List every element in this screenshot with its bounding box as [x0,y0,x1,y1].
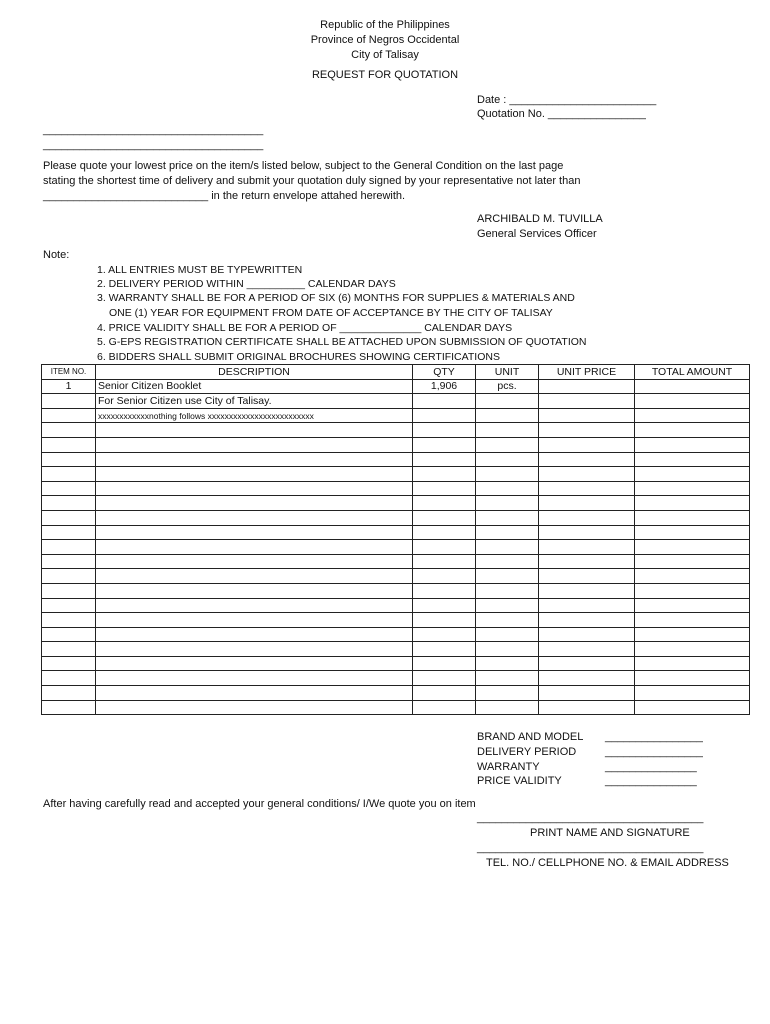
cell-unit [476,394,539,409]
cell-item-no [42,583,96,598]
date-field: Date : ________________________ [477,94,657,106]
cell-description [96,496,413,511]
table-row [42,656,750,671]
cell-item-no [42,671,96,686]
cell-item-no [42,613,96,628]
quotation-number-field: Quotation No. ________________ [477,108,646,120]
cell-unit-price [539,452,635,467]
cell-item-no [42,700,96,715]
cell-unit [476,656,539,671]
cell-unit-price [539,540,635,555]
supplier-address-line: ____________________________________ [43,139,264,151]
table-row [42,642,750,657]
officer-title: General Services Officer [477,228,597,240]
cell-qty [413,700,476,715]
table-header-row [42,365,750,380]
cell-description: For Senior Citizen use City of Talisay. [96,394,413,409]
cell-item-no [42,481,96,496]
header-republic: Republic of the Philippines [320,19,450,31]
cell-unit [476,700,539,715]
cell-item-no [42,656,96,671]
cell-item-no [42,408,96,423]
table-row [42,408,750,423]
cell-total-amount [635,642,750,657]
cell-item-no [42,510,96,525]
cell-total-amount [635,686,750,701]
cell-qty [413,656,476,671]
cell-total-amount [635,510,750,525]
contact-label: TEL. NO./ CELLPHONE NO. & EMAIL ADDRESS [486,857,729,869]
cell-item-no [42,598,96,613]
cell-item-no [42,642,96,657]
col-unit-price: UNIT PRICE [539,365,635,380]
cell-unit-price [539,613,635,628]
cell-description [96,467,413,482]
cell-unit: pcs. [476,379,539,394]
cell-qty [413,423,476,438]
cell-unit [476,437,539,452]
cell-unit-price [539,671,635,686]
cell-total-amount [635,394,750,409]
cell-description [96,583,413,598]
intro-line-3: ___________________________ in the return envelope attahed herewith. [43,190,406,202]
cell-description [96,569,413,584]
intro-line-2: stating the shortest time of delivery and submit your quotation duly signed by your representative not later than [43,175,581,187]
note-4: 4. PRICE VALIDITY SHALL BE FOR A PERIOD OF ______________ CALENDAR DAYS [97,322,513,334]
table-row [42,583,750,598]
cell-description: xxxxxxxxxxxxnothing follows xxxxxxxxxxxxxxxxxxxxxxxxx [96,408,413,423]
officer-name: ARCHIBALD M. TUVILLA [477,213,603,225]
supplier-name-line: ____________________________________ [43,124,264,136]
cell-unit [476,554,539,569]
cell-unit-price [539,394,635,409]
table-row [42,540,750,555]
cell-unit [476,583,539,598]
note-6: 6. BIDDERS SHALL SUBMIT ORIGINAL BROCHURES SHOWING CERTIFICATIONS [97,351,500,363]
delivery-period-label: DELIVERY PERIOD [477,746,577,758]
col-unit: UNIT [476,365,539,380]
price-validity-label: PRICE VALIDITY [477,775,562,787]
col-item-no: ITEM NO. [42,365,96,380]
cell-description [96,642,413,657]
cell-total-amount [635,671,750,686]
cell-description [96,686,413,701]
cell-qty [413,510,476,525]
cell-description [96,554,413,569]
cell-unit [476,408,539,423]
cell-qty [413,627,476,642]
cell-qty [413,467,476,482]
cell-item-no [42,554,96,569]
brand-model-line: ________________ [605,731,703,743]
signature-line: _____________________________________ [477,812,704,824]
cell-qty [413,613,476,628]
quotation-table [41,364,750,715]
cell-item-no [42,437,96,452]
table-row [42,481,750,496]
table-row [42,437,750,452]
cell-unit-price [539,569,635,584]
cell-total-amount [635,452,750,467]
cell-unit [476,540,539,555]
cell-unit [476,598,539,613]
cell-qty [413,394,476,409]
cell-qty [413,452,476,467]
table-row [42,510,750,525]
price-validity-line: _______________ [605,775,697,787]
cell-unit-price [539,525,635,540]
table-row [42,467,750,482]
note-3b: ONE (1) YEAR FOR EQUIPMENT FROM DATE OF ACCEPTANCE BY THE CITY OF TALISAY [109,307,553,319]
cell-unit [476,423,539,438]
cell-unit [476,481,539,496]
cell-description [96,598,413,613]
cell-unit-price [539,700,635,715]
table-row [42,569,750,584]
cell-unit-price [539,481,635,496]
cell-unit-price [539,642,635,657]
cell-unit-price [539,627,635,642]
col-total-amount: TOTAL AMOUNT [635,365,750,380]
warranty-line: _______________ [605,761,697,773]
cell-total-amount [635,467,750,482]
cell-qty [413,408,476,423]
cell-unit [476,613,539,628]
cell-description [96,510,413,525]
cell-qty [413,554,476,569]
table-row [42,423,750,438]
cell-unit-price [539,379,635,394]
table-row [42,452,750,467]
cell-unit [476,452,539,467]
cell-qty [413,642,476,657]
cell-item-no [42,540,96,555]
cell-unit [476,642,539,657]
header-province: Province of Negros Occidental [310,34,460,46]
cell-unit [476,467,539,482]
table-row [42,627,750,642]
cell-unit-price [539,467,635,482]
cell-description: Senior Citizen Booklet [96,379,413,394]
note-5: 5. G-EPS REGISTRATION CERTIFICATE SHALL BE ATTACHED UPON SUBMISSION OF QUOTATION [97,336,587,348]
delivery-period-line: ________________ [605,746,703,758]
note-label: Note: [43,249,70,261]
cell-description [96,540,413,555]
cell-description [96,671,413,686]
cell-description [96,437,413,452]
table-row [42,671,750,686]
cell-description [96,700,413,715]
cell-unit [476,569,539,584]
cell-qty [413,496,476,511]
cell-item-no [42,686,96,701]
table-row [42,598,750,613]
cell-item-no: 1 [42,379,96,394]
header-city: City of Talisay [351,49,419,61]
cell-unit-price [539,423,635,438]
col-qty: QTY [413,365,476,380]
cell-total-amount [635,700,750,715]
cell-total-amount [635,408,750,423]
table-row [42,394,750,409]
cell-item-no [42,496,96,511]
cell-description [96,656,413,671]
cell-unit-price [539,583,635,598]
cell-qty [413,540,476,555]
cell-unit [476,627,539,642]
cell-unit-price [539,437,635,452]
table-row [42,379,750,394]
col-description: DESCRIPTION [96,365,413,380]
cell-unit [476,510,539,525]
cell-qty [413,481,476,496]
cell-unit [476,525,539,540]
table-row [42,554,750,569]
cell-total-amount [635,437,750,452]
table-row [42,700,750,715]
cell-qty [413,598,476,613]
cell-unit-price [539,598,635,613]
cell-total-amount [635,423,750,438]
table-row [42,613,750,628]
cell-total-amount [635,598,750,613]
cell-unit-price [539,656,635,671]
cell-total-amount [635,496,750,511]
note-2: 2. DELIVERY PERIOD WITHIN __________ CALENDAR DAYS [97,278,396,290]
cell-total-amount [635,656,750,671]
cell-unit-price [539,686,635,701]
table-row [42,496,750,511]
cell-total-amount [635,379,750,394]
cell-item-no [42,467,96,482]
cell-total-amount [635,613,750,628]
warranty-label: WARRANTY [477,761,540,773]
cell-item-no [42,627,96,642]
cell-unit [476,496,539,511]
cell-description [96,627,413,642]
cell-total-amount [635,627,750,642]
signature-label: PRINT NAME AND SIGNATURE [530,827,690,839]
cell-total-amount [635,569,750,584]
cell-item-no [42,394,96,409]
cell-qty [413,569,476,584]
cell-qty: 1,906 [413,379,476,394]
cell-total-amount [635,554,750,569]
note-3a: 3. WARRANTY SHALL BE FOR A PERIOD OF SIX (6) MONTHS FOR SUPPLIES & MATERIALS AND [97,292,575,304]
cell-unit-price [539,496,635,511]
cell-total-amount [635,540,750,555]
brand-model-label: BRAND AND MODEL [477,731,584,743]
cell-unit [476,671,539,686]
table-row [42,525,750,540]
cell-description [96,423,413,438]
note-1: 1. ALL ENTRIES MUST BE TYPEWRITTEN [97,264,303,276]
cell-unit-price [539,408,635,423]
cell-unit [476,686,539,701]
cell-qty [413,583,476,598]
cell-description [96,613,413,628]
cell-unit-price [539,554,635,569]
intro-line-1: Please quote your lowest price on the item/s listed below, subject to the General Condition on the last page [43,160,564,172]
cell-description [96,481,413,496]
cell-item-no [42,452,96,467]
cell-total-amount [635,583,750,598]
contact-line: _____________________________________ [477,842,704,854]
cell-total-amount [635,525,750,540]
cell-qty [413,686,476,701]
cell-item-no [42,423,96,438]
cell-qty [413,437,476,452]
cell-unit-price [539,510,635,525]
document-title: REQUEST FOR QUOTATION [311,69,459,81]
cell-description [96,452,413,467]
cell-description [96,525,413,540]
cell-item-no [42,569,96,584]
cell-total-amount [635,481,750,496]
closing-statement: After having carefully read and accepted your general conditions/ I/We quote you on item [43,798,476,810]
table-row [42,686,750,701]
cell-item-no [42,525,96,540]
cell-qty [413,525,476,540]
cell-qty [413,671,476,686]
